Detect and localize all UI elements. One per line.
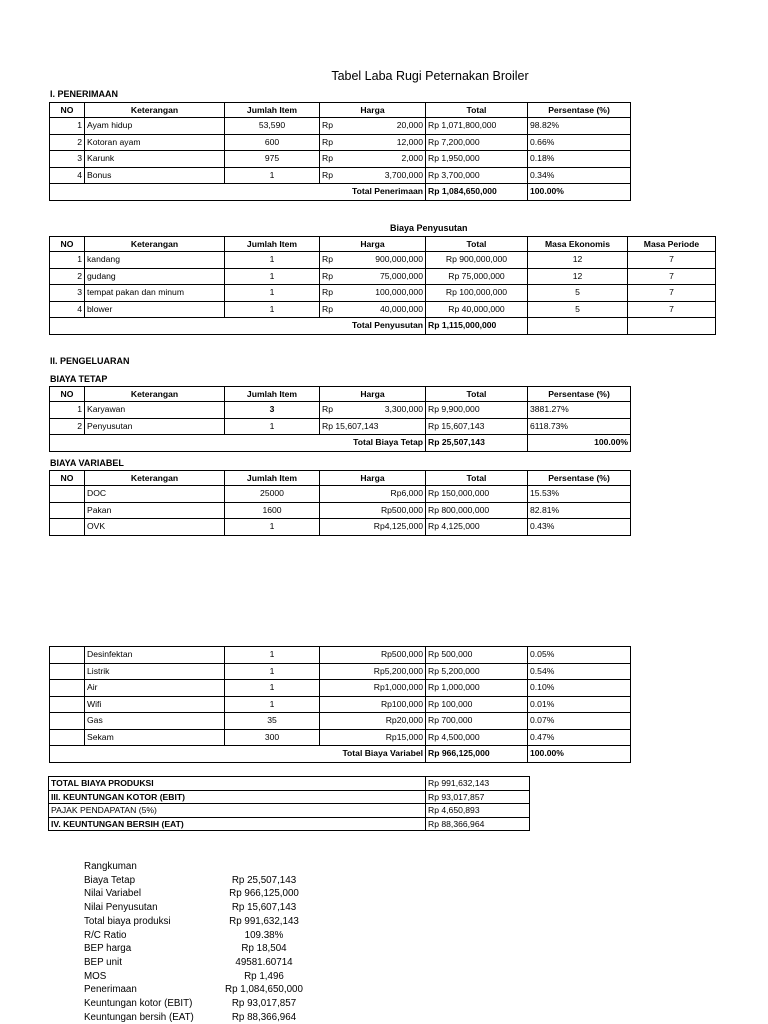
- cell-qty: 975: [225, 151, 320, 168]
- header-persentase: Persentase (%): [528, 387, 631, 402]
- rangkuman-value: Rp 18,504: [241, 943, 287, 955]
- cell-total: Rp 40,000,000: [426, 301, 528, 318]
- cell-no: [50, 696, 85, 713]
- cell-keterangan: kandang: [85, 252, 225, 269]
- cell-qty: 1: [225, 252, 320, 269]
- summary-row: [49, 790, 530, 804]
- cell-no: [50, 519, 85, 536]
- cell-no: [50, 663, 85, 680]
- rangkuman-value: Rp 88,366,964: [231, 1011, 297, 1023]
- rangkuman-value: Rp 991,632,143: [229, 915, 299, 927]
- cell-keterangan: Ayam hidup: [85, 118, 225, 135]
- cell-pct: 0.10%: [528, 680, 631, 697]
- total-label: Total Biaya Tetap: [50, 435, 426, 452]
- cell-qty: 1: [225, 301, 320, 318]
- biaya-tetap-header: [50, 387, 631, 402]
- harga-value: 100,000,000: [375, 287, 423, 298]
- cell-total: Rp 100,000: [426, 696, 528, 713]
- cell-keterangan: Karunk: [85, 151, 225, 168]
- biaya-variabel-header: [50, 471, 631, 486]
- rangkuman-title: Rangkuman: [84, 861, 137, 872]
- table-row: [50, 402, 631, 419]
- total-value: Rp 25,507,143: [426, 435, 528, 452]
- rangkuman-label: Penerimaan: [84, 984, 137, 996]
- table-row: [50, 418, 631, 435]
- cell-masa-periode: 7: [628, 268, 716, 285]
- summary-label: PAJAK PENDAPATAN (5%): [49, 804, 426, 818]
- rangkuman-label: Keuntungan kotor (EBIT): [84, 998, 193, 1010]
- cell-masa-ekonomis: 12: [528, 252, 628, 269]
- total-label: Total Biaya Variabel: [50, 746, 426, 763]
- penerimaan-header: [50, 103, 631, 118]
- cell-no: 2: [50, 268, 85, 285]
- total-pct: 100.00%: [528, 746, 631, 763]
- cell-qty: 1: [225, 268, 320, 285]
- cell-total: Rp 3,700,000: [426, 167, 528, 184]
- currency-label: Rp 15,607,143: [322, 420, 379, 431]
- rangkuman-row: [84, 901, 324, 915]
- cell-no: [50, 647, 85, 664]
- total-row: [50, 318, 716, 335]
- cell-no: 2: [50, 134, 85, 151]
- currency-label: Rp: [322, 169, 333, 180]
- header-harga: Harga: [320, 103, 426, 118]
- cell-pct: 0.01%: [528, 696, 631, 713]
- cell-no: [50, 680, 85, 697]
- table-row: [50, 502, 631, 519]
- rangkuman-value: Rp 1,496: [244, 970, 284, 982]
- table-row: [50, 647, 631, 664]
- header-jumlah: Jumlah Item: [225, 471, 320, 486]
- currency-label: Rp: [322, 270, 333, 281]
- cell-harga: [320, 167, 426, 184]
- cell-masa-ekonomis: 12: [528, 268, 628, 285]
- table-row: [50, 167, 631, 184]
- header-persentase: Persentase (%): [528, 471, 631, 486]
- cell-total: Rp 9,900,000: [426, 402, 528, 419]
- summary-value: Rp 4,650,893: [426, 804, 530, 818]
- total-row: [50, 746, 631, 763]
- cell-no: 4: [50, 301, 85, 318]
- cell-total: Rp 100,000,000: [426, 285, 528, 302]
- cell-masa-ekonomis: 5: [528, 301, 628, 318]
- table-row: [50, 252, 716, 269]
- cell-keterangan: Listrik: [85, 663, 225, 680]
- cell-harga: Rp4,125,000: [320, 519, 426, 536]
- rangkuman: [84, 860, 324, 1024]
- cell-masa-periode: 7: [628, 252, 716, 269]
- rangkuman-value: 49581.60714: [235, 956, 293, 968]
- total-value: Rp 966,125,000: [426, 746, 528, 763]
- table-row: [50, 134, 631, 151]
- cell-harga: Rp1,000,000: [320, 680, 426, 697]
- biaya-tetap-table: [49, 386, 631, 452]
- harga-value: 20,000: [396, 120, 423, 131]
- cell-keterangan: Wifi: [85, 696, 225, 713]
- cell-keterangan: Gas: [85, 713, 225, 730]
- cell-total: Rp 4,500,000: [426, 729, 528, 746]
- cell-total: Rp 1,071,800,000: [426, 118, 528, 135]
- summary-row: [49, 777, 530, 791]
- table-row: [50, 301, 716, 318]
- section-biaya-tetap: BIAYA TETAP: [50, 374, 108, 384]
- header-harga: Harga: [320, 387, 426, 402]
- cell-keterangan: blower: [85, 301, 225, 318]
- section-biaya-variabel: BIAYA VARIABEL: [50, 458, 124, 468]
- rangkuman-row: [84, 956, 324, 970]
- cell-no: [50, 729, 85, 746]
- cell-pct: 98.82%: [528, 118, 631, 135]
- total-value: Rp 1,084,650,000: [426, 184, 528, 201]
- total-pct: 100.00%: [528, 184, 631, 201]
- cell-keterangan: Bonus: [85, 167, 225, 184]
- cell-no: 3: [50, 151, 85, 168]
- harga-value: 12,000: [396, 136, 423, 147]
- rangkuman-label: MOS: [84, 970, 107, 982]
- cell-qty: 1: [225, 663, 320, 680]
- cell-pct: 0.18%: [528, 151, 631, 168]
- cell-total: Rp 15,607,143: [426, 418, 528, 435]
- cell-total: Rp 700,000: [426, 713, 528, 730]
- biaya-variabel-table-continued: [49, 646, 631, 763]
- cell-total: Rp 7,200,000: [426, 134, 528, 151]
- rangkuman-label: R/C Ratio: [84, 929, 127, 941]
- summary-row: [49, 817, 530, 831]
- summary-value: Rp 991,632,143: [426, 777, 530, 791]
- section-pengeluaran: II. PENGELUARAN: [50, 356, 130, 366]
- cell-keterangan: Sekam: [85, 729, 225, 746]
- cell-keterangan: tempat pakan dan minum: [85, 285, 225, 302]
- cell-keterangan: Penyusutan: [85, 418, 225, 435]
- header-no: NO: [50, 103, 85, 118]
- total-label: Total Penyusutan: [50, 318, 426, 335]
- cell-total: Rp 150,000,000: [426, 486, 528, 503]
- summary-label: IV. KEUNTUNGAN BERSIH (EAT): [49, 817, 426, 831]
- cell-qty: 35: [225, 713, 320, 730]
- harga-value: 3,300,000: [384, 404, 423, 415]
- cell-masa-periode: 7: [628, 301, 716, 318]
- header-no: NO: [50, 471, 85, 486]
- cell-pct: 0.34%: [528, 167, 631, 184]
- rangkuman-row: [84, 983, 324, 997]
- cell-total: Rp 900,000,000: [426, 252, 528, 269]
- cell-qty: 1: [225, 647, 320, 664]
- cell-keterangan: Karyawan: [85, 402, 225, 419]
- cell-harga: Rp15,000: [320, 729, 426, 746]
- cell-harga: Rp100,000: [320, 696, 426, 713]
- cell-pct: 82.81%: [528, 502, 631, 519]
- cell-keterangan: OVK: [85, 519, 225, 536]
- cell-harga: Rp500,000: [320, 502, 426, 519]
- cell-harga: [320, 151, 426, 168]
- page-title: Tabel Laba Rugi Peternakan Broiler: [331, 69, 529, 83]
- cell-harga: Rp500,000: [320, 647, 426, 664]
- rangkuman-row: [84, 929, 324, 943]
- rangkuman-row: [84, 887, 324, 901]
- rangkuman-row: [84, 997, 324, 1011]
- cell-no: 3: [50, 285, 85, 302]
- cell-keterangan: Desinfektan: [85, 647, 225, 664]
- table-row: [50, 118, 631, 135]
- summary-row: [49, 804, 530, 818]
- cell-no: 1: [50, 118, 85, 135]
- header-total: Total: [426, 237, 528, 252]
- harga-value: 3,700,000: [384, 169, 423, 180]
- header-harga: Harga: [320, 471, 426, 486]
- table-row: [50, 268, 716, 285]
- header-no: NO: [50, 237, 85, 252]
- header-keterangan: Keterangan: [85, 103, 225, 118]
- cell-keterangan: Kotoran ayam: [85, 134, 225, 151]
- cell-total: Rp 1,950,000: [426, 151, 528, 168]
- cell-no: [50, 486, 85, 503]
- rangkuman-label: BEP harga: [84, 943, 132, 955]
- cell-qty: 3: [225, 402, 320, 419]
- header-keterangan: Keterangan: [85, 387, 225, 402]
- summary-value: Rp 88,366,964: [426, 817, 530, 831]
- section-penerimaan: I. PENERIMAAN: [50, 89, 119, 99]
- cell-qty: 1: [225, 418, 320, 435]
- cell-no: [50, 713, 85, 730]
- rangkuman-row: [84, 915, 324, 929]
- cell-total: Rp 75,000,000: [426, 268, 528, 285]
- rangkuman-label: Nilai Variabel: [84, 888, 141, 900]
- header-persentase: Persentase (%): [528, 103, 631, 118]
- cell-qty: 1: [225, 519, 320, 536]
- rangkuman-label: Total biaya produksi: [84, 915, 171, 927]
- header-total: Total: [426, 103, 528, 118]
- rangkuman-label: Nilai Penyusutan: [84, 902, 158, 914]
- penyusutan-table: [49, 236, 716, 335]
- rangkuman-row: [84, 874, 324, 888]
- harga-value: 40,000,000: [379, 303, 423, 314]
- cell-masa-ekonomis: 5: [528, 285, 628, 302]
- rangkuman-value: Rp 15,607,143: [231, 902, 297, 914]
- cell-qty: 25000: [225, 486, 320, 503]
- cell-pct: 3881.27%: [528, 402, 631, 419]
- cell-no: 2: [50, 418, 85, 435]
- header-masa-periode: Masa Periode: [628, 237, 716, 252]
- harga-value: 75,000,000: [379, 270, 423, 281]
- rangkuman-label: Biaya Tetap: [84, 874, 136, 886]
- cell-qty: 53,590: [225, 118, 320, 135]
- cell-harga: [320, 418, 426, 435]
- summary-value: Rp 93,017,857: [426, 790, 530, 804]
- total-pct: 100.00%: [528, 435, 631, 452]
- cell-harga: [320, 252, 426, 269]
- header-masa-ekonomis: Masa Ekonomis: [528, 237, 628, 252]
- currency-label: Rp: [322, 254, 333, 265]
- currency-label: Rp: [322, 120, 333, 131]
- empty-cell: [628, 318, 716, 335]
- cell-qty: 1: [225, 696, 320, 713]
- currency-label: Rp: [322, 404, 333, 415]
- header-no: NO: [50, 387, 85, 402]
- table-row: [50, 486, 631, 503]
- cell-qty: 300: [225, 729, 320, 746]
- cell-pct: 6118.73%: [528, 418, 631, 435]
- biaya-variabel-table: [49, 470, 631, 536]
- cell-harga: Rp20,000: [320, 713, 426, 730]
- cell-harga: [320, 118, 426, 135]
- cell-keterangan: Pakan: [85, 502, 225, 519]
- harga-value: 900,000,000: [375, 254, 423, 265]
- currency-label: Rp: [322, 153, 333, 164]
- rangkuman-label: Keuntungan bersih (EAT): [84, 1011, 194, 1023]
- cell-qty: 1: [225, 285, 320, 302]
- currency-label: Rp: [322, 136, 333, 147]
- cell-qty: 1: [225, 680, 320, 697]
- table-row: [50, 663, 631, 680]
- table-row: [50, 680, 631, 697]
- header-jumlah: Jumlah Item: [225, 103, 320, 118]
- header-total: Total: [426, 387, 528, 402]
- summary-label: III. KEUNTUNGAN KOTOR (EBIT): [49, 790, 426, 804]
- header-total: Total: [426, 471, 528, 486]
- empty-cell: [528, 318, 628, 335]
- rangkuman-value: Rp 25,507,143: [231, 874, 297, 886]
- table-row: [50, 151, 631, 168]
- cell-harga: [320, 285, 426, 302]
- summary-label: TOTAL BIAYA PRODUKSI: [49, 777, 426, 791]
- total-row: [50, 184, 631, 201]
- cell-pct: 15.53%: [528, 486, 631, 503]
- rangkuman-value: Rp 93,017,857: [231, 998, 297, 1010]
- cell-harga: Rp5,200,000: [320, 663, 426, 680]
- table-row: [50, 285, 716, 302]
- cell-no: 1: [50, 252, 85, 269]
- cell-harga: [320, 268, 426, 285]
- cell-harga: [320, 301, 426, 318]
- cell-no: [50, 502, 85, 519]
- cell-harga: [320, 402, 426, 419]
- table-row: [50, 696, 631, 713]
- rangkuman-value: Rp 1,084,650,000: [225, 984, 303, 996]
- cell-pct: 0.43%: [528, 519, 631, 536]
- penyusutan-header: [50, 237, 716, 252]
- cell-qty: 600: [225, 134, 320, 151]
- penerimaan-table: [49, 102, 631, 201]
- cell-pct: 0.05%: [528, 647, 631, 664]
- cell-qty: 1600: [225, 502, 320, 519]
- cell-total: Rp 500,000: [426, 647, 528, 664]
- header-jumlah: Jumlah Item: [225, 387, 320, 402]
- cell-no: 4: [50, 167, 85, 184]
- table-row: [50, 519, 631, 536]
- table-row: [50, 713, 631, 730]
- rangkuman-value: 109.38%: [244, 929, 284, 941]
- cell-pct: 0.54%: [528, 663, 631, 680]
- rangkuman-row: [84, 970, 324, 984]
- cell-masa-periode: 7: [628, 285, 716, 302]
- harga-value: 2,000: [401, 153, 423, 164]
- cell-pct: 0.47%: [528, 729, 631, 746]
- table-row: [50, 729, 631, 746]
- rangkuman-label: BEP unit: [84, 956, 122, 968]
- total-label: Total Penerimaan: [50, 184, 426, 201]
- cell-total: Rp 4,125,000: [426, 519, 528, 536]
- rangkuman-value: Rp 966,125,000: [229, 888, 299, 900]
- section-penyusutan: Biaya Penyusutan: [390, 223, 468, 233]
- total-value: Rp 1,115,000,000: [426, 318, 528, 335]
- currency-label: Rp: [322, 287, 333, 298]
- header-keterangan: Keterangan: [85, 237, 225, 252]
- cell-no: 1: [50, 402, 85, 419]
- header-keterangan: Keterangan: [85, 471, 225, 486]
- cell-pct: 0.07%: [528, 713, 631, 730]
- cell-qty: 1: [225, 167, 320, 184]
- summary-table: [48, 776, 530, 831]
- rangkuman-row: [84, 1011, 324, 1024]
- cell-pct: 0.66%: [528, 134, 631, 151]
- cell-total: Rp 5,200,000: [426, 663, 528, 680]
- cell-harga: Rp6,000: [320, 486, 426, 503]
- cell-keterangan: Air: [85, 680, 225, 697]
- header-jumlah: Jumlah Item: [225, 237, 320, 252]
- total-row: [50, 435, 631, 452]
- cell-keterangan: DOC: [85, 486, 225, 503]
- cell-total: Rp 800,000,000: [426, 502, 528, 519]
- cell-total: Rp 1,000,000: [426, 680, 528, 697]
- cell-keterangan: gudang: [85, 268, 225, 285]
- header-harga: Harga: [320, 237, 426, 252]
- rangkuman-row: [84, 942, 324, 956]
- cell-harga: [320, 134, 426, 151]
- currency-label: Rp: [322, 303, 333, 314]
